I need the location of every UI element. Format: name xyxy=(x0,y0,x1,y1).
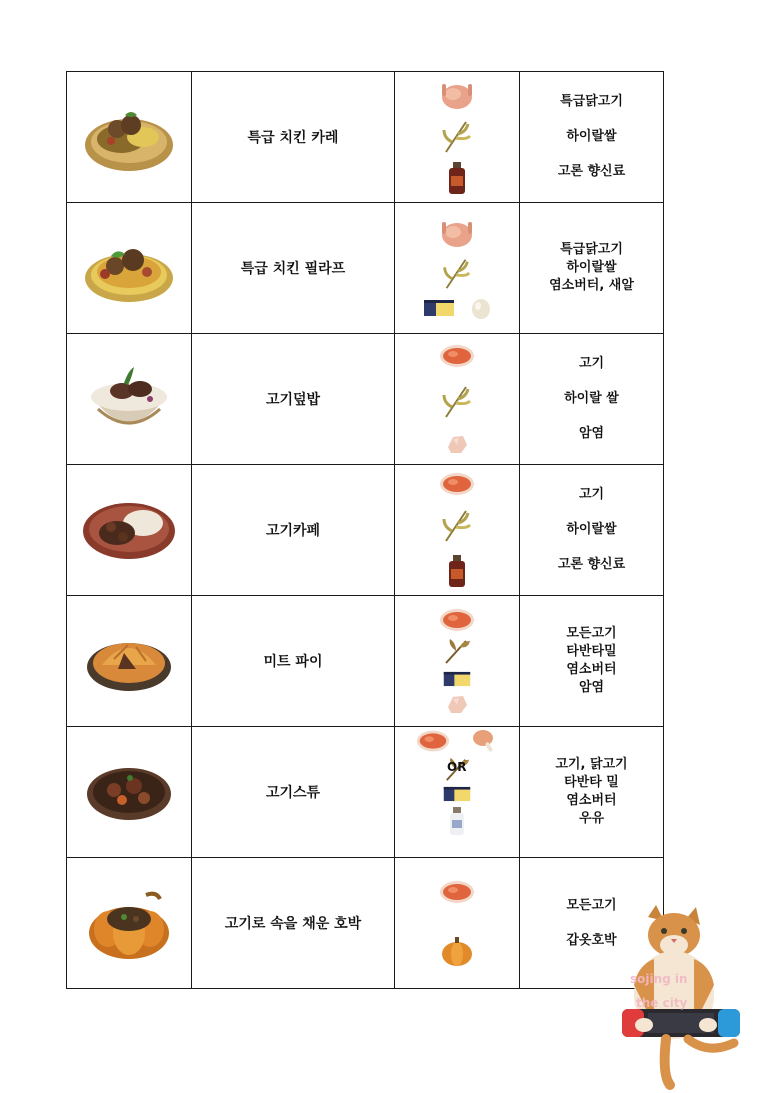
raw-meat-icon xyxy=(438,471,476,497)
pilaf-dish-icon xyxy=(81,228,177,308)
dish-name: 고기덮밥 xyxy=(192,334,395,465)
table-row xyxy=(67,596,664,727)
goron-spice-icon xyxy=(446,160,468,196)
hylian-rice-icon xyxy=(440,256,474,290)
fortified-pumpkin-icon xyxy=(440,935,474,967)
tabantha-wheat-icon xyxy=(442,637,472,665)
ingredient-name: 고기, 닭고기 xyxy=(555,757,628,772)
ingredient-names-cell xyxy=(520,72,664,203)
meat-curry-icon xyxy=(81,495,177,565)
hylian-rice-icon xyxy=(440,383,474,419)
hylian-rice-icon xyxy=(440,507,474,543)
watermark-text: the city xyxy=(636,996,688,1010)
ingredient-name: 고론 향신료 xyxy=(557,557,626,572)
ingredient-name: 특급닭고기 xyxy=(560,94,623,109)
goat-butter-icon xyxy=(442,784,472,804)
table-row xyxy=(67,465,664,596)
table-row xyxy=(67,727,664,858)
ingredient-icons-cell xyxy=(395,334,520,465)
ingredient-name: 하이랄 쌀 xyxy=(564,391,619,406)
ingredient-name: 고기 xyxy=(578,487,605,502)
table-row xyxy=(67,72,664,203)
rock-salt-icon xyxy=(445,433,469,455)
ingredient-name: 하이랄쌀 xyxy=(566,260,617,275)
table-row xyxy=(67,858,664,989)
ingredient-names-cell xyxy=(520,465,664,596)
dish-name: 특급 치킨 카레 xyxy=(192,72,395,203)
dish-image-cell xyxy=(67,334,192,465)
dish-name: 고기카페 xyxy=(192,465,395,596)
dish-image-cell xyxy=(67,465,192,596)
hylian-rice-icon xyxy=(440,118,474,154)
ingredient-icons-cell xyxy=(395,727,520,858)
ingredient-names-cell xyxy=(520,203,664,334)
meat-rice-bowl-icon xyxy=(84,357,174,441)
ingredient-name: 암염 xyxy=(578,680,605,695)
ingredient-name: 갑옷호박 xyxy=(566,932,617,948)
ingredient-name: 하이랄쌀 xyxy=(566,129,617,144)
ingredient-name: 암염 xyxy=(578,426,605,441)
ingredient-name: 하이랄쌀 xyxy=(566,522,617,537)
dish-name: 고기스튜 xyxy=(192,727,395,858)
raw-drumstick-icon xyxy=(471,728,499,754)
ingredient-icon-row xyxy=(415,728,499,754)
ingredient-icons-cell xyxy=(395,465,520,596)
recipe-table xyxy=(66,71,664,989)
ingredient-name: 타반타 밀 xyxy=(564,775,619,790)
raw-meat-icon xyxy=(415,728,451,754)
raw-whole-bird-icon xyxy=(437,216,477,250)
ingredient-name: 염소버터 xyxy=(566,662,617,677)
ingredient-name: 염소버터, 새알 xyxy=(549,278,634,293)
dish-image-cell xyxy=(67,72,192,203)
stuffed-pumpkin-icon xyxy=(86,881,172,965)
goron-spice-icon xyxy=(446,553,468,589)
dish-image-cell xyxy=(67,727,192,858)
rock-salt-icon xyxy=(445,693,469,715)
ingredient-names-cell xyxy=(520,596,664,727)
ingredient-names-cell xyxy=(520,727,664,858)
or-label: OR xyxy=(447,760,467,774)
ingredient-icons-cell xyxy=(395,72,520,203)
raw-meat-icon xyxy=(438,343,476,369)
fresh-milk-icon xyxy=(447,806,467,836)
bird-egg-icon xyxy=(470,296,492,320)
ingredient-icons-cell xyxy=(395,858,520,989)
ingredient-name: 고론 향신료 xyxy=(557,164,626,179)
ingredient-name: 타반타밀 xyxy=(566,644,617,659)
dish-image-cell xyxy=(67,596,192,727)
ingredient-name: 모든고기 xyxy=(566,897,617,913)
ingredient-name: 우유 xyxy=(578,811,605,826)
dish-image-cell xyxy=(67,858,192,989)
dish-name: 미트 파이 xyxy=(192,596,395,727)
ingredient-icons-cell xyxy=(395,596,520,727)
ingredient-name: 모든고기 xyxy=(566,626,617,641)
meat-stew-icon xyxy=(84,756,174,828)
curry-dish-icon xyxy=(81,97,177,177)
raw-meat-icon xyxy=(438,879,476,905)
watermark-text: sojing in xyxy=(630,972,688,986)
dish-name: 특급 치킨 필라프 xyxy=(192,203,395,334)
ingredient-name: 특급닭고기 xyxy=(560,242,623,257)
raw-meat-icon xyxy=(438,607,476,633)
goat-butter-icon xyxy=(422,297,456,319)
goat-butter-icon xyxy=(442,669,472,689)
table-row xyxy=(67,203,664,334)
dish-name: 고기로 속을 채운 호박 xyxy=(192,858,395,989)
ingredient-names-cell xyxy=(520,334,664,465)
ingredient-icons-cell xyxy=(395,203,520,334)
ingredient-name: 고기 xyxy=(578,356,605,371)
raw-whole-bird-icon xyxy=(437,78,477,112)
dish-image-cell xyxy=(67,203,192,334)
table-row xyxy=(67,334,664,465)
ingredient-name: 염소버터 xyxy=(566,793,617,808)
meat-pie-icon xyxy=(84,623,174,699)
ingredient-icon-row xyxy=(422,296,492,320)
